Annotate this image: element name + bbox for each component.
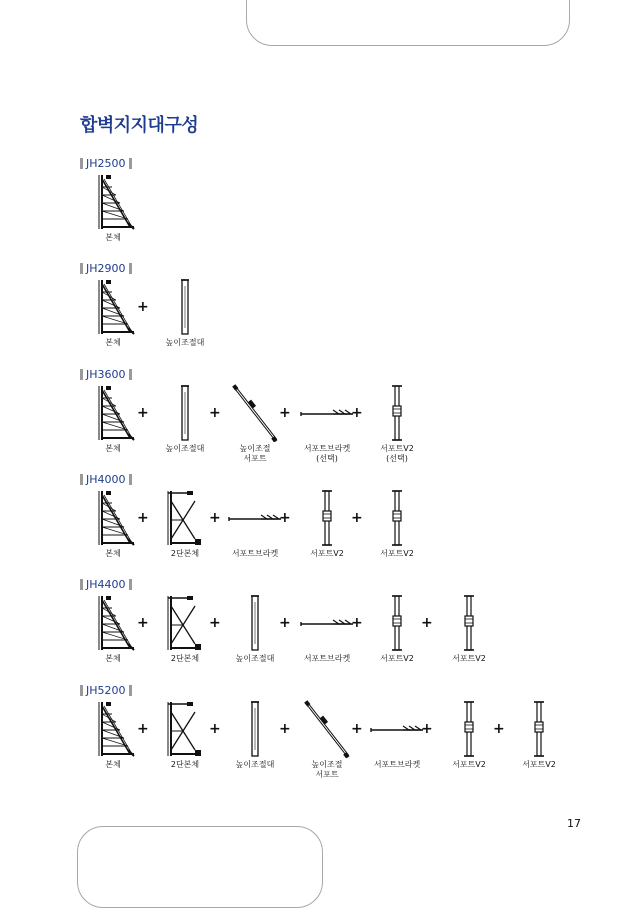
plus-icon: +: [209, 615, 221, 631]
part-label: 본체: [105, 233, 121, 242]
plus-icon: +: [351, 405, 363, 421]
part-label: 서포트V2: [522, 760, 556, 769]
model-name: JH4000: [86, 472, 126, 486]
model-name: JH4400: [86, 577, 126, 591]
part-item: [434, 594, 504, 664]
model-section: [80, 262, 600, 362]
model-heading: [80, 684, 132, 696]
plus-icon: +: [137, 405, 149, 421]
plus-icon: +: [209, 721, 221, 737]
model-section: [80, 473, 600, 573]
part-label: 2단본체: [170, 654, 200, 663]
part-label: 본체: [105, 338, 121, 347]
part-label: 2단본체: [170, 549, 200, 558]
heading-bar-right: [129, 263, 132, 274]
model-section: [80, 684, 600, 784]
plus-icon: +: [351, 510, 363, 526]
part-label: 높이조절대: [165, 444, 205, 453]
part-label: 서포트V2: [380, 654, 414, 663]
heading-bar-right: [129, 158, 132, 169]
top-tab-frame: [246, 0, 570, 46]
model-section: [80, 368, 600, 468]
bottom-tab-frame: [77, 826, 323, 908]
part-label: 서포트브라켓: [231, 549, 279, 558]
main-body-icon: [78, 173, 148, 231]
model-name: JH2500: [86, 156, 126, 170]
plus-icon: +: [279, 615, 291, 631]
part-label: 높이조절대: [165, 338, 205, 347]
plus-icon: +: [209, 405, 221, 421]
plus-icon: +: [351, 615, 363, 631]
part-item: [362, 384, 432, 464]
support-v2-icon: [504, 700, 574, 758]
part-item: [220, 384, 290, 464]
part-label: 2단본체: [170, 760, 200, 769]
plus-icon: +: [493, 721, 505, 737]
plus-icon: +: [351, 721, 363, 737]
part-label: 서포트V2: [380, 549, 414, 558]
part-item: [292, 700, 362, 780]
part-label: 본체: [105, 760, 121, 769]
plus-icon: +: [279, 510, 291, 526]
part-label: 서포트브라켓 (선택): [303, 444, 351, 463]
part-item: [504, 700, 574, 770]
part-label: 서포트V2 (선택): [380, 444, 414, 463]
part-label: 높이조절대: [235, 760, 275, 769]
plus-icon: +: [137, 615, 149, 631]
plus-icon: +: [421, 615, 433, 631]
model-section: [80, 578, 600, 678]
part-label: 서포트브라켓: [373, 760, 421, 769]
part-item: [292, 384, 362, 464]
model-name: JH5200: [86, 683, 126, 697]
part-label: 본체: [105, 654, 121, 663]
heading-bar-right: [129, 579, 132, 590]
model-section: [80, 157, 600, 257]
plus-icon: +: [137, 510, 149, 526]
model-name: JH3600: [86, 367, 126, 381]
model-heading: [80, 368, 132, 380]
part-label: 서포트브라켓: [303, 654, 351, 663]
part-item: [78, 173, 148, 243]
support-v2-icon: [362, 489, 432, 547]
heading-bar-right: [129, 369, 132, 380]
part-label: 서포트V2: [310, 549, 344, 558]
plus-icon: +: [137, 721, 149, 737]
part-item: [150, 278, 220, 348]
model-heading: [80, 157, 132, 169]
plus-icon: +: [137, 299, 149, 315]
support-v2-icon: [434, 594, 504, 652]
part-label: 본체: [105, 444, 121, 453]
heading-bar-right: [129, 474, 132, 485]
part-label: 본체: [105, 549, 121, 558]
heading-bar-right: [129, 685, 132, 696]
model-heading: [80, 473, 132, 485]
plus-icon: +: [279, 405, 291, 421]
part-label: 높이조절대: [235, 654, 275, 663]
part-label: 서포트V2: [452, 654, 486, 663]
part-label: 높이조절 서포트: [239, 444, 271, 463]
model-heading: [80, 262, 132, 274]
page-title: 합벽지지대구성: [80, 115, 199, 136]
model-heading: [80, 578, 132, 590]
support-v2-icon: [362, 384, 432, 442]
page-number: 17: [567, 817, 581, 830]
height-adjuster-icon: [150, 278, 220, 336]
plus-icon: +: [209, 510, 221, 526]
part-item: [362, 489, 432, 559]
model-name: JH2900: [86, 261, 126, 275]
part-label: 높이조절 서포트: [311, 760, 343, 779]
plus-icon: +: [421, 721, 433, 737]
plus-icon: +: [279, 721, 291, 737]
part-label: 서포트V2: [452, 760, 486, 769]
